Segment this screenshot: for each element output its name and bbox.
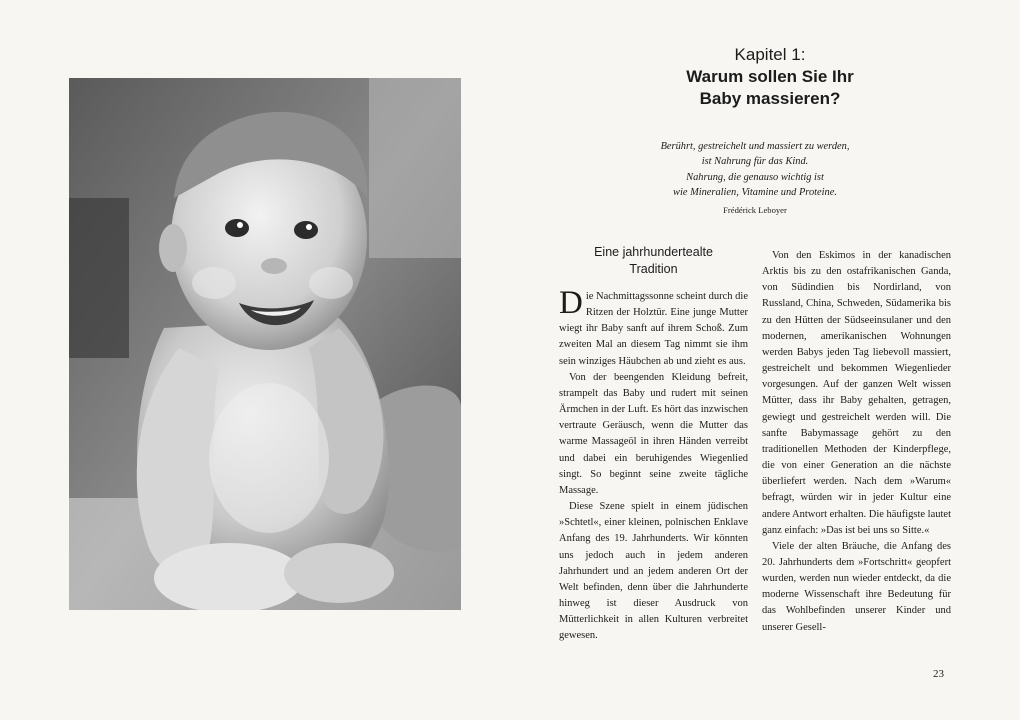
chapter-label: Kapitel 1: — [734, 45, 806, 64]
page-number: 23 — [933, 668, 944, 680]
section-heading-line-2: Tradition — [629, 262, 678, 276]
epigraph-line: Nahrung, die genauso wichtig ist — [686, 171, 824, 183]
chapter-title-line-2: Baby massieren? — [699, 89, 841, 108]
text-column-right — [762, 248, 951, 636]
paragraph: Diese Szene spielt in einem jüdischen »Schtetl«, einer kleinen, polnischen Enklave Anfang des 19. Jahrhunderts. Wir könnten uns jedoch auch in jedem anderen Jahrhundert und an jedem anderen Ort der Welt befinden, denn über die Jahrhunderte hinweg ist dieser Ausdruck von Mütterlichkeit in allen Kulturen verbreitet gewesen. — [559, 501, 748, 642]
text-column-left — [559, 244, 748, 644]
paragraph: Von der beengenden Kleidung befreit, strampelt das Baby und rudert mit seinen Ärmchen in der Luft. Es hört das inzwischen vertraute Geräusch, wenn die Mutter das warme Massageöl in ihren Händen verreibt und dabei ein beruhigendes Wiegenlied singt. So beginnt seine zweite tägliche Massage. — [559, 371, 748, 496]
chapter-heading — [600, 44, 940, 110]
baby-photo — [69, 78, 461, 610]
paragraph-text: ie Nachmittagssonne scheint durch die Ritzen der Holztür. Eine junge Mutter wiegt ihr Baby sanft auf ihrem Schoß. Zum zweiten Mal an diesem Tag nimmt sie ihm sein winziges Häubchen ab und zieht es aus. — [559, 291, 748, 367]
epigraph-line: wie Mineralien, Vitamine und Proteine. — [673, 187, 837, 199]
baby-photo-illustration — [69, 78, 461, 610]
epigraph-line: ist Nahrung für das Kind. — [701, 156, 809, 168]
drop-cap: D — [559, 285, 583, 321]
chapter-title-line-1: Warum sollen Sie Ihr — [686, 67, 854, 86]
section-heading — [559, 244, 748, 278]
paragraph: Viele der alten Bräuche, die Anfang des 20. Jahrhunderts dem »Fortschritt« geopfert wurden, werden nun wieder entdeckt, da die moderne Wissenschaft ihre Bedeutung für das Wohlbefinden unserer Kinder und unserer Gesell- — [762, 540, 951, 633]
section-heading-line-1: Eine jahrhundertealte — [594, 245, 713, 259]
paragraph — [559, 285, 748, 370]
paragraph: Von den Eskimos in der kanadischen Arktis bis zu den ostafrikanischen Ganda, von Südindien bis Nordirland, von Russland, China, Schweden, Südamerika bis zu den Hütten der Südseeinsulaner und den modernen, amerikanischen Wohnungen werden Babys jeden Tag liebevoll massiert, gestreichelt und bekommen Wiegenlieder vorgesungen. Auf der ganzen Welt wissen Mütter, dass ihr Baby gehalten, getragen, gewiegt und gestreichelt werden will. Die sanfte Babymassage gehört zu den traditionellen Methoden der Kinderpflege, die von einer Generation an die nächste überliefert werden. Nach dem »Warum« befragt, würden wir in jeder Kultur eine andere Antwort erhalten. Die häufigste lautet ganz einfach: »Das ist bei uns so Sitte.« — [762, 250, 951, 536]
epigraph — [600, 139, 910, 218]
epigraph-author: Frédérick Leboyer — [723, 204, 787, 215]
epigraph-line: Berührt, gestreichelt und massiert zu werden, — [660, 141, 850, 152]
